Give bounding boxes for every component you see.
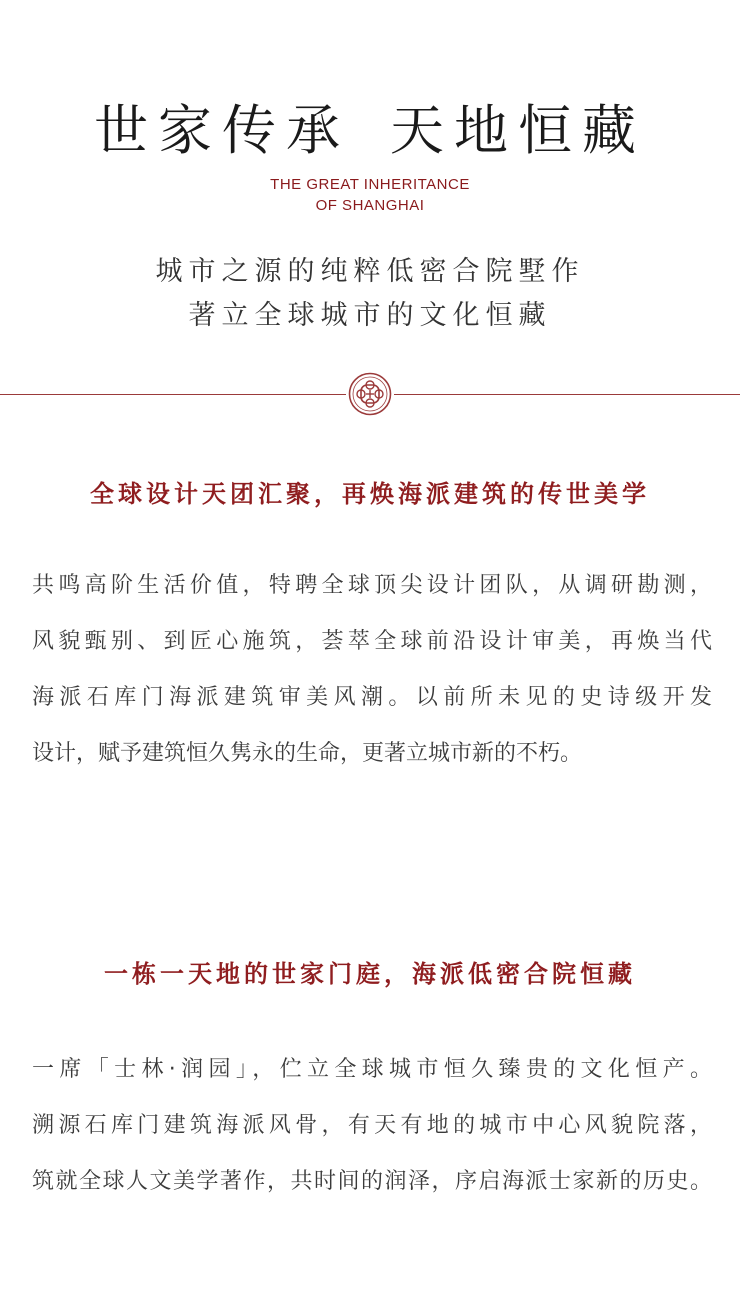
paragraph-line: 海派石库门海派建筑审美风潮。以前所未见的史诗级开发 (32, 685, 712, 710)
section-heading-courtyard: 一栋一天地的世家门庭，海派低密合院恒藏 (104, 960, 636, 988)
paragraph-line: 风貌甄别、到匠心施筑，荟萃全球前沿设计审美，再焕当代 (32, 629, 712, 654)
main-title-part1: 世家传承 (94, 99, 350, 162)
paragraph-line: 一席「士林·润园」，伫立全球城市恒久臻贵的文化恒产。 (32, 1057, 712, 1082)
divider-line-right (394, 394, 740, 395)
english-title (0, 174, 740, 216)
knot-emblem-icon (348, 372, 392, 416)
paragraph-courtyard (32, 1042, 712, 1210)
divider-line-left (0, 394, 346, 395)
paragraph-line: 共鸣高阶生活价值，特聘全球顶尖设计团队，从调研勘测， (32, 573, 712, 598)
ornamental-divider (0, 372, 740, 418)
paragraph-design (32, 558, 712, 782)
subtitle (0, 250, 740, 338)
english-title-line1: THE GREAT INHERITANCE (270, 176, 470, 193)
main-title (0, 96, 740, 166)
main-title-part2: 天地恒藏 (390, 99, 646, 162)
english-title-line2: OF SHANGHAI (315, 197, 425, 214)
paragraph-line: 溯源石库门建筑海派风骨，有天有地的城市中心风貌院落， (32, 1113, 712, 1138)
paragraph-line: 筑就全球人文美学著作，共时间的润泽，序启海派士家新的历史。 (32, 1169, 712, 1194)
section-heading-design: 全球设计天团汇聚，再焕海派建筑的传世美学 (90, 480, 650, 508)
subtitle-line1: 城市之源的纯粹低密合院墅作 (155, 256, 585, 287)
paragraph-line: 设计，赋予建筑恒久隽永的生命，更著立城市新的不朽。 (32, 741, 583, 766)
subtitle-line2: 著立全球城市的文化恒藏 (188, 300, 552, 331)
